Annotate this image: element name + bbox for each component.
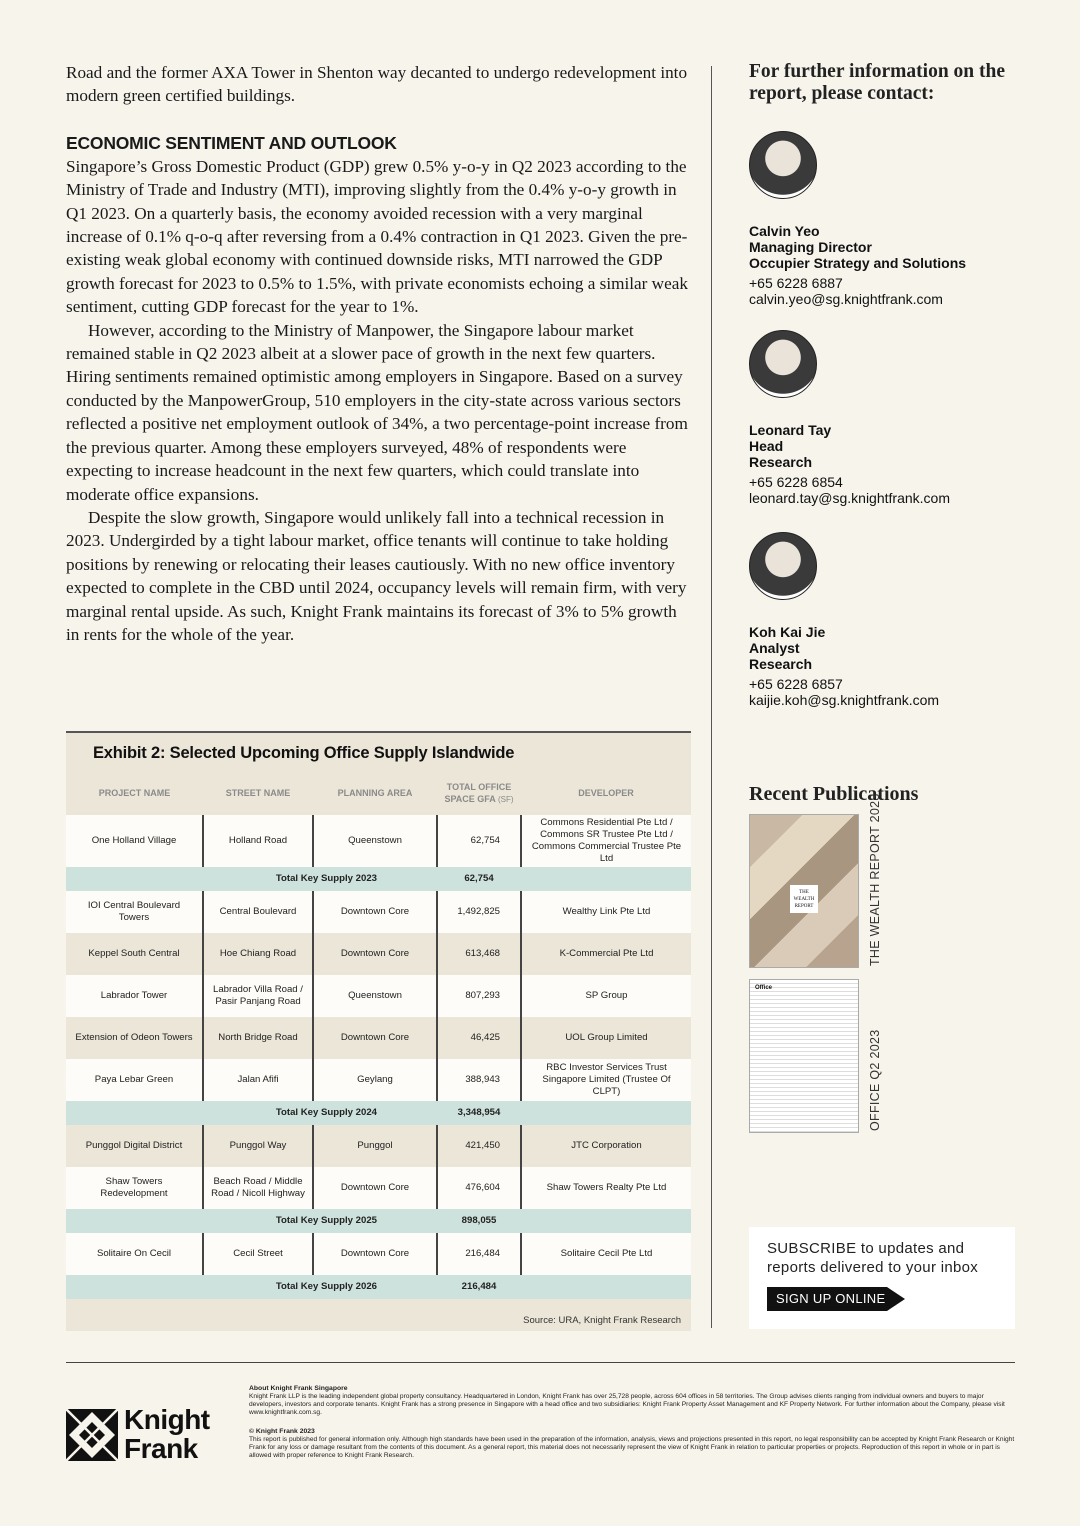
- cell-street-name: Holland Road: [203, 815, 313, 867]
- table-row: [66, 815, 691, 867]
- cell-street-name: Beach Road / Middle Road / Nicoll Highway: [203, 1167, 313, 1209]
- paragraph-redevelopment: Road and the former AXA Tower in Shenton way decanted to undergo redevelopment into modern green certified buildings.: [66, 63, 688, 106]
- section-heading: ECONOMIC SENTIMENT AND OUTLOOK: [66, 132, 397, 153]
- total-spacer: [521, 1275, 691, 1299]
- cell-project-name: Punggol Digital District: [66, 1125, 203, 1167]
- table-row: [66, 975, 691, 1017]
- table-body: [66, 815, 691, 1299]
- cell-planning-area: Downtown Core: [313, 1167, 437, 1209]
- contact-name: Leonard Tay: [749, 422, 832, 438]
- publication-label-wealth-report[interactable]: THE WEALTH REPORT 2023: [868, 793, 882, 966]
- header-developer: DEVELOPER: [578, 788, 634, 798]
- total-value: 216,484: [437, 1275, 521, 1299]
- cell-street-name: Central Boulevard: [203, 891, 313, 933]
- cell-planning-area: Downtown Core: [313, 1233, 437, 1275]
- about-footnote: [249, 1385, 1015, 1417]
- cell-gfa: 62,754: [437, 815, 521, 867]
- cell-planning-area: Downtown Core: [313, 933, 437, 975]
- total-label: Total Key Supply 2025: [66, 1209, 437, 1233]
- subscribe-text: SUBSCRIBE to updates and reports delivered to your inbox: [767, 1240, 979, 1276]
- total-value: 62,754: [437, 867, 521, 891]
- cell-planning-area: Geylang: [313, 1059, 437, 1101]
- cell-planning-area: Downtown Core: [313, 1017, 437, 1059]
- cell-project-name: Paya Lebar Green: [66, 1059, 203, 1101]
- subscribe-box: [749, 1227, 1015, 1329]
- article-body: [66, 61, 692, 646]
- header-gfa: [437, 771, 521, 815]
- cell-planning-area: Queenstown: [313, 975, 437, 1017]
- contact-phone[interactable]: +65 6228 6887: [749, 275, 843, 291]
- cell-developer: K-Commercial Pte Ltd: [521, 933, 691, 975]
- exhibit-source: Source: URA, Knight Frank Research: [523, 1315, 681, 1326]
- contact-phone[interactable]: +65 6228 6854: [749, 474, 843, 490]
- contact-phone[interactable]: +65 6228 6857: [749, 676, 843, 692]
- cell-gfa: 421,450: [437, 1125, 521, 1167]
- publication-cover-office-q2[interactable]: [749, 979, 859, 1133]
- cell-project-name: Shaw Towers Redevelopment: [66, 1167, 203, 1209]
- cell-street-name: North Bridge Road: [203, 1017, 313, 1059]
- logo-line-2: Frank: [124, 1433, 198, 1464]
- table-row: [66, 1167, 691, 1209]
- table-total-row: [66, 1209, 691, 1233]
- cell-gfa: 216,484: [437, 1233, 521, 1275]
- logo-wordmark: [124, 1405, 210, 1463]
- footer-rule: [66, 1362, 1015, 1363]
- cell-project-name: Keppel South Central: [66, 933, 203, 975]
- contact-card-koh-kai-jie: [749, 532, 1049, 708]
- table-row: [66, 1125, 691, 1167]
- contact-card-leonard-tay: [749, 330, 1049, 506]
- cover-title: THE WEALTH REPORT: [790, 885, 818, 913]
- contact-email[interactable]: calvin.yeo@sg.knightfrank.com: [749, 291, 943, 307]
- contact-email[interactable]: leonard.tay@sg.knightfrank.com: [749, 490, 950, 506]
- cell-project-name: One Holland Village: [66, 815, 203, 867]
- total-spacer: [521, 1209, 691, 1233]
- paragraph-labour: However, according to the Ministry of Manpower, the Singapore labour market remained stable in Q2 2023 albeit at a slower pace of growth in the next few quarters. Hiring sentiments remained optimistic among employers in Singapore. Based on a survey conducted by the ManpowerGroup, 510 employers in the city-state across various sectors reflected a positive net employment outlook of 34%, a two percentage-point increase from the previous quarter. Among these employers surveyed, 48% of respondents were expecting to increase headcount in the next few quarters, which could translate into moderate office expansions.: [66, 320, 688, 504]
- exhibit-title: Exhibit 2: Selected Upcoming Office Supply Islandwide: [93, 744, 515, 762]
- copyright-footnote: [249, 1428, 1015, 1460]
- contact-dept: Research: [749, 454, 813, 470]
- about-text: Knight Frank LLP is the leading independent global property consultancy. Headquartered in London, Knight Frank has over 25,728 people, across 604 offices in 58 territories. The Group advises clients ranging from individual owners and buyers to major developers, investors and corporate tenants. Knight Frank has a strong presence in Singapore with a head office and two subsidiaries: Knight Frank Property Asset Management and KF Property Network. For further information about the Company, please visit www.knightfrank.com.sg.: [249, 1393, 1005, 1416]
- copyright-text: This report is published for general information only. Although high standards have been used in the preparation of the information, analysis, views and projections presented in this report, no legal responsibility can be accepted by Knight Frank Research or Knight Frank for any loss or damage resultant from the contents of this document. As a general report, this material does not necessarily represent the view of Knight Frank in relation to particular properties or projects. Reproduction of this report in whole or in part is allowed with proper reference to Knight Frank Research.: [249, 1436, 1015, 1459]
- total-spacer: [521, 867, 691, 891]
- cell-project-name: IOI Central Boulevard Towers: [66, 891, 203, 933]
- cell-developer: Shaw Towers Realty Pte Ltd: [521, 1167, 691, 1209]
- total-label: Total Key Supply 2023: [66, 867, 437, 891]
- cell-gfa: 46,425: [437, 1017, 521, 1059]
- header-street-name: STREET NAME: [225, 788, 291, 798]
- table-row: [66, 1059, 691, 1101]
- cell-developer: Commons Residential Pte Ltd / Commons SR Trustee Pte Ltd / Commons Commercial Trustee Pte Ltd: [521, 815, 691, 867]
- cell-developer: Wealthy Link Pte Ltd: [521, 891, 691, 933]
- header-gfa-unit: (SF): [497, 794, 514, 804]
- avatar: [749, 131, 817, 199]
- contact-name: Koh Kai Jie: [749, 624, 826, 640]
- logo-line-1: Knight: [124, 1404, 210, 1435]
- publication-label-office-q2[interactable]: OFFICE Q2 2023: [868, 1029, 882, 1131]
- cell-planning-area: Punggol: [313, 1125, 437, 1167]
- header-gfa-label: TOTAL OFFICE SPACE GFA: [444, 781, 512, 804]
- paragraph-outlook: Despite the slow growth, Singapore would unlikely fall into a technical recession in 2023. Undergirded by a tight labour market, office tenants will continue to take holding positions by renewing or relocating their leases cautiously. With no new office inventory expected to complete in the CBD until 2024, occupancy levels will remain firm, with very marginal rental upside. As such, Knight Frank maintains its forecast of 3% to 5% growth in rents for the whole of the year.: [66, 507, 687, 644]
- contact-name: Calvin Yeo: [749, 223, 820, 239]
- table-header-row: [66, 771, 691, 815]
- cover-title: Office: [755, 985, 773, 991]
- cell-gfa: 613,468: [437, 933, 521, 975]
- total-label: Total Key Supply 2024: [66, 1101, 437, 1125]
- header-project-name: PROJECT NAME: [98, 788, 171, 798]
- sign-up-button[interactable]: SIGN UP ONLINE: [767, 1287, 887, 1311]
- cell-gfa: 1,492,825: [437, 891, 521, 933]
- header-planning-area: PLANNING AREA: [337, 788, 413, 798]
- total-value: 3,348,954: [437, 1101, 521, 1125]
- contact-dept: Research: [749, 656, 813, 672]
- contact-card-calvin-yeo: [749, 131, 1049, 307]
- table-row: [66, 1017, 691, 1059]
- cell-project-name: Extension of Odeon Towers: [66, 1017, 203, 1059]
- total-spacer: [521, 1101, 691, 1125]
- cell-gfa: 807,293: [437, 975, 521, 1017]
- table-total-row: [66, 1101, 691, 1125]
- cell-street-name: Cecil Street: [203, 1233, 313, 1275]
- table-total-row: [66, 867, 691, 891]
- table-row: [66, 891, 691, 933]
- copyright-title: © Knight Frank 2023: [249, 1428, 315, 1435]
- supply-table: [66, 771, 691, 1299]
- exhibit-rule: [66, 731, 691, 733]
- total-label: Total Key Supply 2026: [66, 1275, 437, 1299]
- about-title: About Knight Frank Singapore: [249, 1385, 348, 1392]
- contact-role: Analyst: [749, 640, 800, 656]
- cell-gfa: 476,604: [437, 1167, 521, 1209]
- knight-frank-logo[interactable]: [66, 1404, 216, 1464]
- cell-planning-area: Queenstown: [313, 815, 437, 867]
- avatar: [749, 532, 817, 600]
- cell-street-name: Jalan Afifi: [203, 1059, 313, 1101]
- contact-heading: For further information on the report, please contact:: [749, 61, 1006, 104]
- cell-street-name: Punggol Way: [203, 1125, 313, 1167]
- paragraph-gdp: Singapore’s Gross Domestic Product (GDP) grew 0.5% y-o-y in Q2 2023 according to the Ministry of Trade and Industry (MTI), improving slightly from the 0.4% y-o-y growth in Q1 2023. On a quarterly basis, the economy avoided recession with a very marginal increase of 0.1% q-o-q after reversing from a 0.4% contraction in Q1 2023. Given the pre-existing weak global economy with continued downside risks, MTI narrowed the GDP growth forecast for 2023 to 0.5% to 1.5%, with private economists echoing a similar weak sentiment, cutting GDP forecast for the year to 1%.: [66, 156, 688, 317]
- contact-role: Managing Director: [749, 239, 872, 255]
- cell-street-name: Hoe Chiang Road: [203, 933, 313, 975]
- table-row: [66, 933, 691, 975]
- cell-developer: SP Group: [521, 975, 691, 1017]
- contact-role: Head: [749, 438, 784, 454]
- table-row: [66, 1233, 691, 1275]
- publication-cover-wealth-report[interactable]: [749, 814, 859, 968]
- cell-developer: Solitaire Cecil Pte Ltd: [521, 1233, 691, 1275]
- cell-street-name: Labrador Villa Road / Pasir Panjang Road: [203, 975, 313, 1017]
- cell-developer: UOL Group Limited: [521, 1017, 691, 1059]
- table-total-row: [66, 1275, 691, 1299]
- cell-planning-area: Downtown Core: [313, 891, 437, 933]
- knight-frank-mark-icon: [66, 1409, 118, 1461]
- cell-project-name: Solitaire On Cecil: [66, 1233, 203, 1275]
- cell-gfa: 388,943: [437, 1059, 521, 1101]
- cell-project-name: Labrador Tower: [66, 975, 203, 1017]
- exhibit-office-supply: [66, 731, 691, 1331]
- publications-heading: Recent Publications: [749, 783, 919, 805]
- cell-developer: JTC Corporation: [521, 1125, 691, 1167]
- avatar: [749, 330, 817, 398]
- total-value: 898,055: [437, 1209, 521, 1233]
- contact-email[interactable]: kaijie.koh@sg.knightfrank.com: [749, 692, 940, 708]
- column-divider: [711, 66, 712, 1328]
- cell-developer: RBC Investor Services Trust Singapore Limited (Trustee Of CLPT): [521, 1059, 691, 1101]
- contact-dept: Occupier Strategy and Solutions: [749, 255, 967, 271]
